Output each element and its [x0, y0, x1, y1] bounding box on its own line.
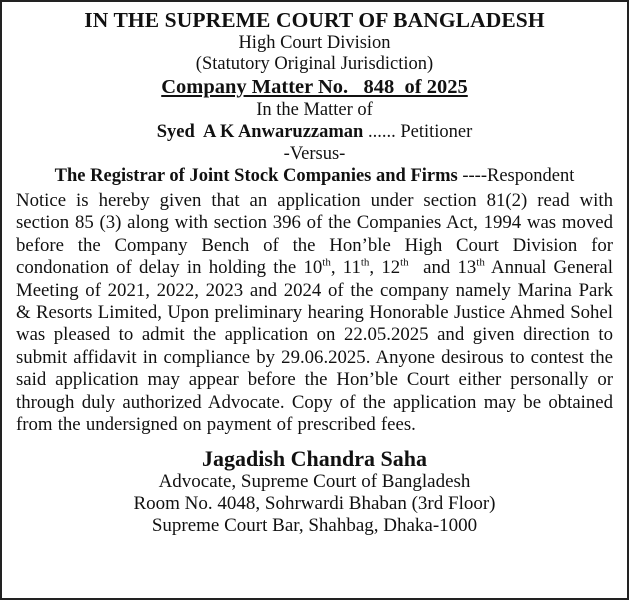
petitioner-role: ...... Petitioner: [363, 122, 473, 142]
advocate-title: Advocate, Supreme Court of Bangladesh: [158, 471, 471, 493]
body-part-1: Notice is hereby given that an application under section 81(2) read with section 85 (3) along with section 396 of the Companies Act, 1994 was moved before the Company Bench of the Hon’ble High Court Division for condonation of delay in holding the 10: [16, 190, 613, 279]
notice-body: [16, 190, 613, 436]
matter-number-wrap: [16, 75, 613, 99]
body-part-2: , 11: [330, 257, 361, 279]
division-line: High Court Division: [238, 33, 391, 53]
court-title: IN THE SUPREME COURT OF BANGLADESH: [84, 8, 545, 32]
advocate-address: Supreme Court Bar, Shahbag, Dhaka-1000: [151, 515, 478, 537]
petitioner-line: [16, 121, 613, 143]
respondent-line: [16, 165, 613, 187]
matter-number: Company Matter No. 848 of 2025: [161, 76, 468, 98]
advocate-room: Room No. 4048, Sohrwardi Bhaban (3rd Floor): [133, 493, 496, 515]
ordinal-suffix: th: [360, 256, 370, 269]
signature-block: [16, 446, 613, 537]
respondent-name: The Registrar of Joint Stock Companies and Firms: [54, 166, 458, 186]
respondent-role: ----Respondent: [457, 166, 575, 186]
ordinal-suffix: th: [322, 256, 331, 269]
jurisdiction-line: (Statutory Original Jurisdiction): [195, 54, 434, 74]
advocate-name: Jagadish Chandra Saha: [202, 446, 427, 472]
ordinal-suffix: th: [400, 256, 409, 269]
ordinal-suffix: th: [476, 256, 485, 269]
body-part-3: , 12: [369, 257, 401, 279]
petitioner-name: Syed A K Anwaruzzaman: [156, 122, 364, 142]
in-the-matter-of: In the Matter of: [256, 100, 373, 120]
body-part-4: and 13: [408, 257, 477, 279]
body-part-5: Annual General Meeting of 2021, 2022, 2023 and 2024 of the company namely Marina Park & Resorts Limited, Upon preliminary hearing Honorable Justice Ahmed Sohel was pleased to admit the application on 22.05.2025 and given direction to submit affidavit in compliance by 29.06.2025. Anyone desirous to contest the said application may appear before the Hon’ble Court either personally or through duly authorized Advocate. Copy of the application may be obtained from the undersigned on payment of prescribed fees.: [16, 257, 613, 436]
versus-line: -Versus-: [283, 144, 346, 164]
